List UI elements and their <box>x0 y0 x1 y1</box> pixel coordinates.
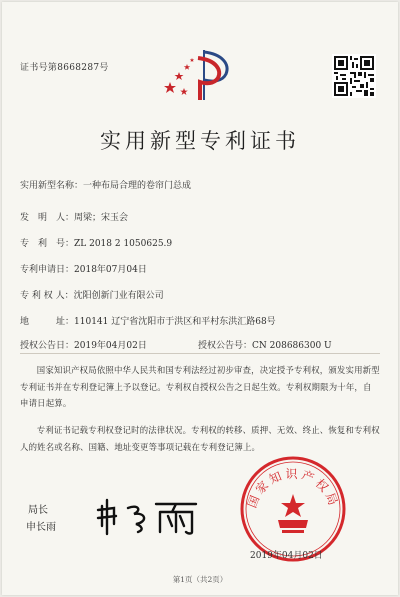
field-value: 110141 辽宁省沈阳市于洪区和平村东洪汇路68号 <box>74 317 276 327</box>
field-label: 专 利 号： <box>20 239 75 249</box>
svg-text:国家知识产权局: 国家知识产权局 <box>244 467 342 510</box>
official-name: 申长雨 <box>26 522 56 533</box>
grant-announcement-number <box>198 338 332 351</box>
divider <box>20 353 380 354</box>
grant-number-value: CN 208686300 U <box>252 341 332 351</box>
field-label: 实用新型名称： <box>20 181 84 191</box>
seal-date: 2019年04月02日 <box>250 551 323 561</box>
grant-announcement-date <box>20 338 147 351</box>
field-utility-model-name <box>20 178 191 191</box>
page-indicator: 第1页（共2页） <box>172 575 228 584</box>
field-application-date <box>20 262 147 275</box>
grant-number-label: 授权公告号： <box>198 341 253 351</box>
field-label: 专 利 权 人： <box>20 291 74 301</box>
certificate-page <box>2 2 398 595</box>
field-value: 周梁；宋玉会 <box>74 213 129 223</box>
field-value: 沈阳创新门业有限公司 <box>73 291 164 301</box>
field-value: 一种布局合理的卷帘门总成 <box>83 181 192 191</box>
legal-status-paragraph: 专利证书记载专利权登记时的法律状况。专利权的转移、质押、无效、终止、恢复和专利权人的姓名或名称、国籍、地址变更等事项记载在专利登记簿上。 <box>20 425 380 452</box>
field-value: ZL 2018 2 1050625.9 <box>74 239 173 249</box>
field-inventor <box>20 210 128 223</box>
field-label: 专利申请日： <box>20 265 75 275</box>
official-title: 局长 <box>28 505 48 516</box>
field-label: 发 明 人： <box>20 213 75 223</box>
field-address <box>20 314 276 327</box>
signature <box>94 496 204 536</box>
grant-date-label: 授权公告日： <box>20 341 75 351</box>
field-label: 地 址： <box>20 317 75 327</box>
grant-date-value: 2019年04月02日 <box>74 341 147 351</box>
field-patent-number <box>20 236 172 249</box>
certificate-number: 证书号第8668287号 <box>20 63 109 73</box>
document-title: 实用新型专利证书 <box>100 129 300 153</box>
grant-paragraph: 国家知识产权局依照中华人民共和国专利法经过初步审查，决定授予专利权，颁发实用新型专利证书并在专利登记簿上予以登记。专利权自授权公告之日起生效。专利权期限为十年，自申请日起算。 <box>20 365 380 408</box>
qr-code <box>332 54 376 98</box>
field-patentee <box>20 288 164 301</box>
field-value: 2018年07月04日 <box>74 265 147 275</box>
patent-office-emblem-icon <box>160 48 240 104</box>
